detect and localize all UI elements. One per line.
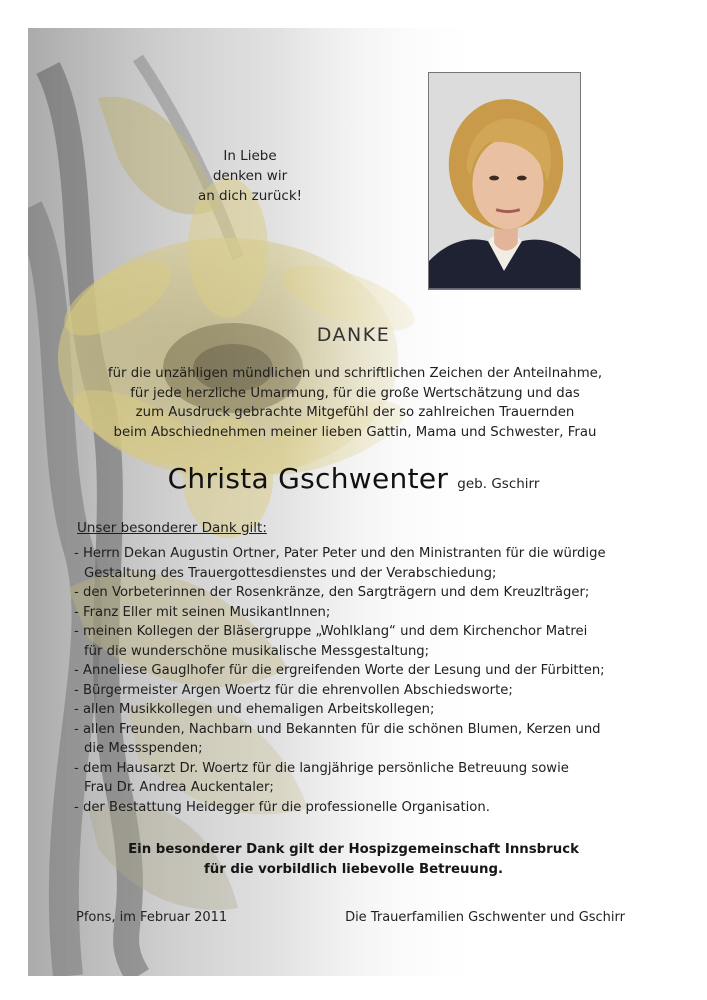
list-item: - den Vorbeterinnen der Rosenkränze, den Sargträgern und dem Kreuzlträger; bbox=[74, 585, 590, 600]
motto-line: denken wir bbox=[212, 168, 288, 184]
list-item: - allen Freunden, Nachbarn und Bekannten für die schönen Blumen, Kerzen und bbox=[74, 721, 601, 737]
list-item: - Franz Eller mit seinen MusikantInnen; bbox=[74, 604, 331, 620]
thanks-line: für jede herzliche Umarmung, für die große Wertschätzung und das bbox=[130, 385, 580, 401]
place-date: Pfons, im Februar 2011 bbox=[76, 910, 228, 925]
thanks-line: zum Ausdruck gebrachte Mitgefühl der so zahlreichen Trauernden bbox=[135, 405, 575, 420]
list-item: die Messspenden; bbox=[84, 741, 203, 756]
thanks-list bbox=[74, 544, 644, 817]
closing-line: Ein besonderer Dank gilt der Hospizgemeinschaft Innsbruck bbox=[128, 842, 579, 857]
motto bbox=[160, 146, 340, 206]
motto-line: In Liebe bbox=[223, 148, 277, 164]
motto-line: an dich zurück! bbox=[197, 188, 303, 204]
closing-line: für die vorbildlich liebevolle Betreuung. bbox=[203, 862, 504, 877]
thanks-line: für die unzähligen mündlichen und schriftlichen Zeichen der Anteilnahme, bbox=[107, 366, 603, 381]
thanks-paragraph bbox=[60, 364, 650, 442]
deceased-name-row bbox=[0, 462, 707, 495]
list-item: - Herrn Dekan Augustin Ortner, Pater Peter und den Ministranten für die würdige bbox=[74, 546, 606, 561]
deceased-name: Christa Gschwenter bbox=[167, 462, 449, 495]
list-item: - dem Hausarzt Dr. Woertz für die langjährige persönliche Betreuung sowie bbox=[74, 760, 569, 776]
portrait-image bbox=[429, 73, 580, 289]
list-item: Gestaltung des Trauergottesdienstes und der Verabschiedung; bbox=[84, 565, 497, 581]
list-item: Frau Dr. Andrea Auckentaler; bbox=[84, 780, 274, 795]
closing-thanks bbox=[0, 840, 707, 880]
signature: Die Trauerfamilien Gschwenter und Gschirr bbox=[345, 910, 625, 925]
list-item: - allen Musikkollegen und ehemaligen Arbeitskollegen; bbox=[74, 702, 435, 717]
heading-danke: DANKE bbox=[316, 324, 391, 346]
list-item: - Bürgermeister Argen Woertz für die ehrenvollen Abschiedsworte; bbox=[74, 682, 513, 698]
portrait-photo bbox=[428, 72, 581, 290]
list-item: - meinen Kollegen der Bläsergruppe „Wohlklang“ und dem Kirchenchor Matrei bbox=[74, 624, 588, 639]
maiden-name: geb. Gschirr bbox=[457, 476, 540, 492]
list-item: für die wunderschöne musikalische Messgestaltung; bbox=[84, 643, 430, 659]
thanks-line: beim Abschiednehmen meiner lieben Gattin, Mama und Schwester, Frau bbox=[113, 424, 597, 440]
list-item: - Anneliese Gauglhofer für die ergreifenden Worte der Lesung und der Fürbitten; bbox=[74, 663, 605, 678]
special-thanks-heading: Unser besonderer Dank gilt: bbox=[77, 520, 267, 536]
list-item: - der Bestattung Heidegger für die professionelle Organisation. bbox=[74, 799, 490, 815]
